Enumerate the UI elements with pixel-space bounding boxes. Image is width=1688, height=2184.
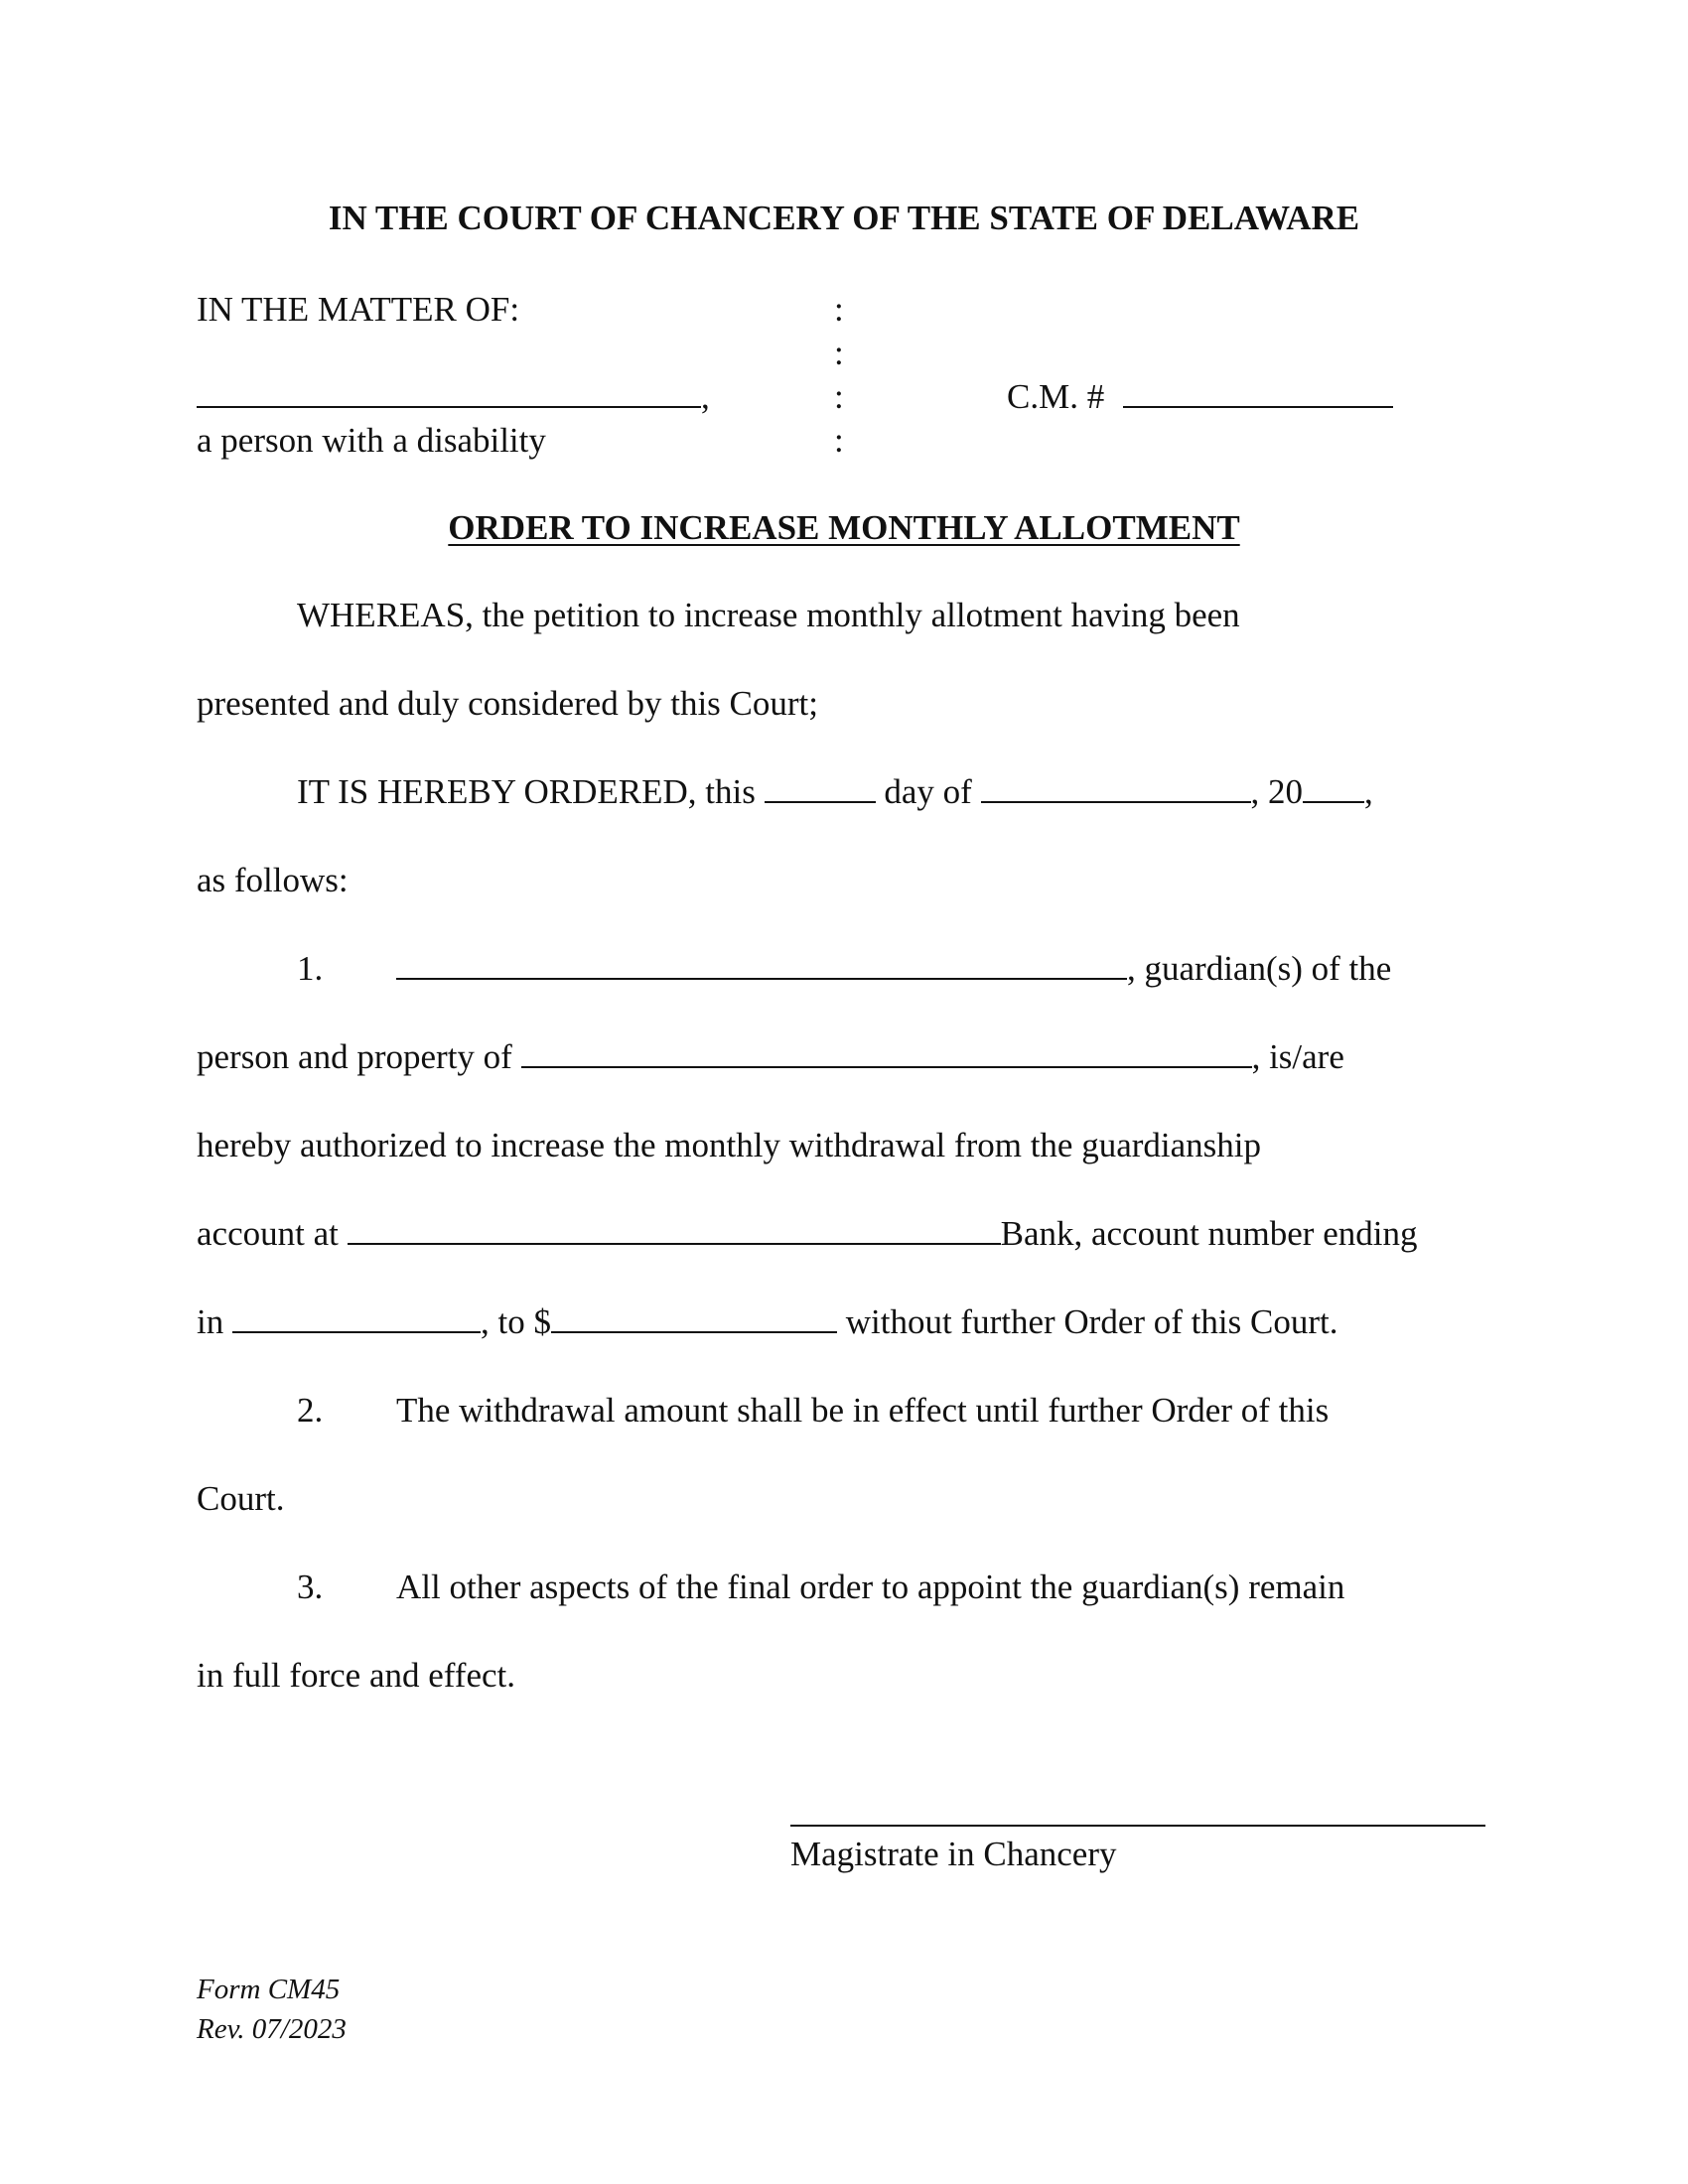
to-dollar-text: , to $ bbox=[480, 1302, 551, 1341]
caption-colon: : bbox=[834, 421, 844, 460]
item-1-number: 1. bbox=[297, 949, 324, 988]
as-follows: as follows: bbox=[197, 861, 349, 899]
item-1-person-line bbox=[197, 1035, 1344, 1079]
item-3-text: All other aspects of the final order to appoint the guardian(s) remain bbox=[396, 1568, 1345, 1606]
isare-text: , is/are bbox=[1251, 1037, 1344, 1076]
item-1-guardian-line bbox=[396, 947, 1391, 991]
person-prefix: person and property of bbox=[197, 1037, 512, 1076]
signature-line[interactable] bbox=[790, 1825, 1485, 1827]
item-3-continuation: in full force and effect. bbox=[197, 1656, 515, 1695]
revision-date: Rev. 07/2023 bbox=[197, 2013, 347, 2045]
account-ending-blank[interactable] bbox=[232, 1301, 481, 1333]
guardian-suffix: , guardian(s) of the bbox=[1127, 949, 1392, 988]
item-2-continuation: Court. bbox=[197, 1479, 285, 1518]
caption-colon: : bbox=[834, 290, 844, 329]
bank-suffix: Bank, account number ending bbox=[1000, 1214, 1418, 1253]
day-blank[interactable] bbox=[765, 771, 876, 803]
ordered-end: , bbox=[1364, 772, 1373, 811]
party-name-comma: , bbox=[701, 377, 710, 416]
item-3-number: 3. bbox=[297, 1568, 324, 1606]
item-1-account-line bbox=[197, 1212, 1417, 1256]
form-number: Form CM45 bbox=[197, 1974, 341, 2005]
amount-blank[interactable] bbox=[551, 1301, 837, 1333]
party-name-blank[interactable] bbox=[197, 376, 701, 408]
item-1-amount-line bbox=[197, 1300, 1337, 1344]
cm-label: C.M. # bbox=[1007, 377, 1105, 416]
caption-colon: : bbox=[834, 334, 844, 372]
whereas-line-2: presented and duly considered by this Court; bbox=[197, 684, 818, 723]
item-1-authorized-line: hereby authorized to increase the monthly withdrawal from the guardianship bbox=[197, 1126, 1262, 1164]
ordered-line bbox=[297, 770, 1373, 814]
party-name-row bbox=[197, 375, 710, 419]
cm-number-blank[interactable] bbox=[1123, 376, 1393, 408]
in-text: in bbox=[197, 1302, 224, 1341]
disability-label: a person with a disability bbox=[197, 421, 546, 460]
whereas-line-1: WHEREAS, the petition to increase monthly allotment having been bbox=[297, 596, 1240, 634]
item-2-text: The withdrawal amount shall be in effect until further Order of this bbox=[396, 1391, 1330, 1430]
matter-label: IN THE MATTER OF: bbox=[197, 290, 520, 329]
signature-label: Magistrate in Chancery bbox=[790, 1835, 1117, 1873]
caption-colon: : bbox=[834, 377, 844, 416]
ordered-comma-20: , 20 bbox=[1250, 772, 1304, 811]
order-title: ORDER TO INCREASE MONTHLY ALLOTMENT bbox=[448, 508, 1240, 547]
court-heading: IN THE COURT OF CHANCERY OF THE STATE OF DELAWARE bbox=[328, 199, 1360, 237]
ordered-prefix: IT IS HEREBY ORDERED, this bbox=[297, 772, 756, 811]
ordered-day-of: day of bbox=[884, 772, 972, 811]
item-2-number: 2. bbox=[297, 1391, 324, 1430]
caption-colon-column bbox=[834, 288, 854, 463]
guardian-name-blank[interactable] bbox=[396, 948, 1127, 980]
person-name-blank[interactable] bbox=[521, 1036, 1252, 1068]
bank-name-blank[interactable] bbox=[348, 1213, 1001, 1245]
cm-number-row bbox=[1007, 375, 1393, 419]
account-prefix: account at bbox=[197, 1214, 339, 1253]
year-blank[interactable] bbox=[1303, 771, 1364, 803]
without-further-text: without further Order of this Court. bbox=[845, 1302, 1338, 1341]
month-blank[interactable] bbox=[981, 771, 1251, 803]
